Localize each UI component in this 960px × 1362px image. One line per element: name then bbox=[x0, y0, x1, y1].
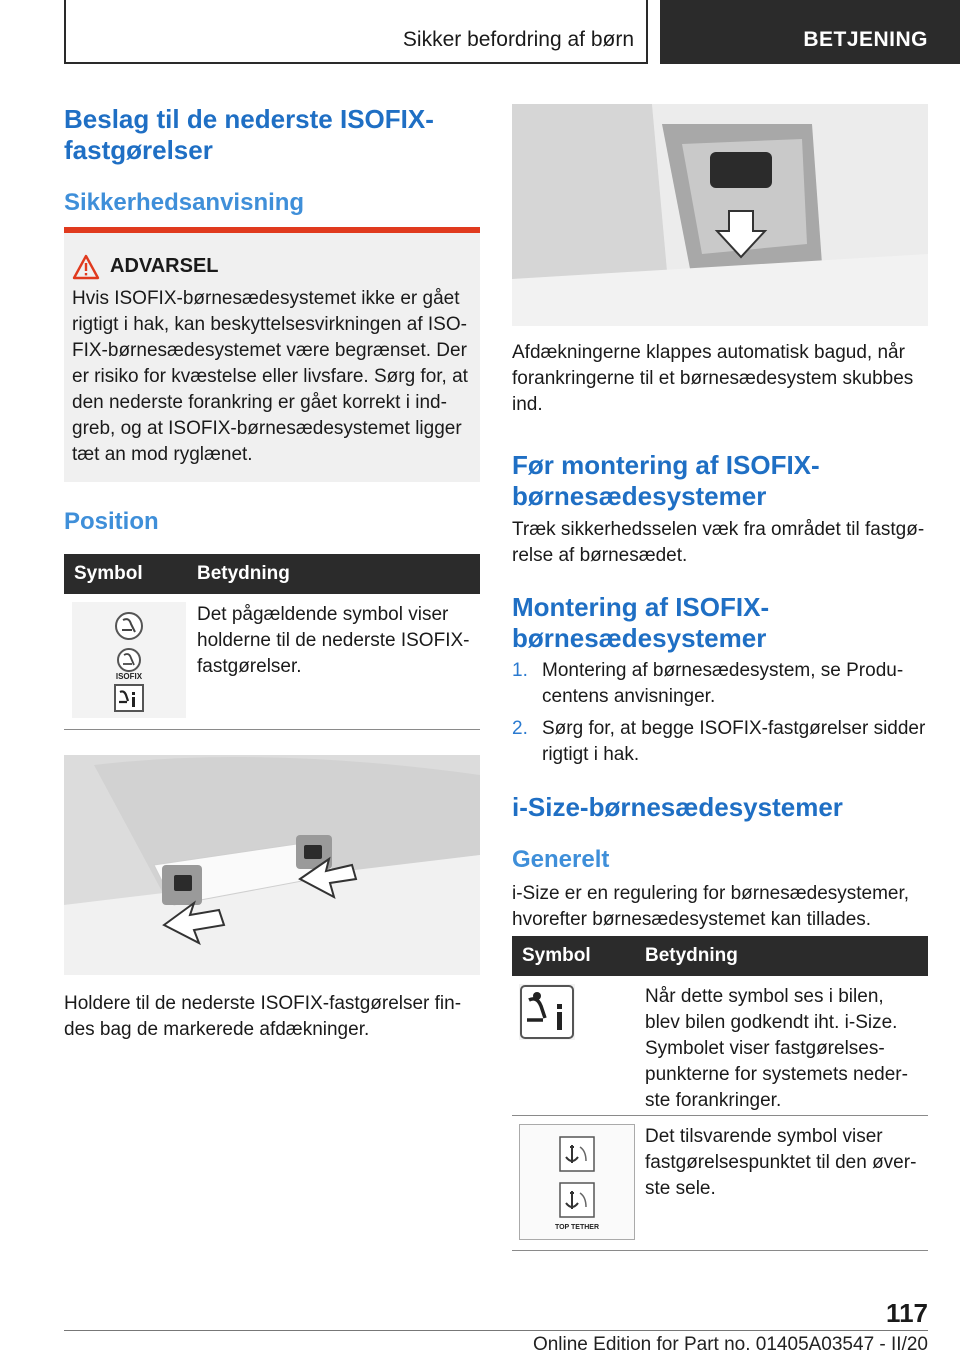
rear-seat-photo bbox=[64, 755, 480, 975]
isize-table-rule-1 bbox=[512, 1115, 928, 1116]
before-mounting-text: Træk sikkerhedsselen væk fra området til fastgø- relse af børnesædet. bbox=[512, 519, 925, 566]
column-symbol: Symbol bbox=[522, 945, 591, 966]
isize-table-header bbox=[512, 936, 928, 976]
heading-mounting: Montering af ISOFIX- børnesædesystemer bbox=[512, 592, 770, 653]
photo-caption-left: Holdere til de nederste ISOFIX-fastgørelser fin- des bag de markerede afdækninger. bbox=[64, 993, 462, 1040]
isize-symbol-description: Når dette symbol ses i bilen, blev bilen godkendt iht. i-Size. Symbolet viser fastgørelses- punkterne for systemets neder- ste forankringer. bbox=[645, 986, 908, 1111]
tether-symbol-cell bbox=[519, 1124, 635, 1240]
table-bottom-rule bbox=[64, 729, 480, 730]
column-symbol: Symbol bbox=[74, 563, 143, 584]
tether-symbol-description: Det tilsvarende symbol viser fastgørelsespunktet til den øver- ste sele. bbox=[645, 1126, 917, 1199]
footer-rule bbox=[64, 1330, 928, 1331]
step-2: 2. Sørg for, at begge ISOFIX-fastgørelser sidder rigtigt i hak. bbox=[512, 718, 926, 765]
heading-safety-note: Sikkerhedsanvisning bbox=[64, 189, 305, 216]
general-text: i-Size er en regulering for børnesædesystemer, hvorefter børnesædesystemet kan tillades. bbox=[512, 883, 910, 930]
top-tether-icon bbox=[520, 1125, 634, 1239]
footer-edition: Online Edition for Part no. 01405A03547 - II/20 bbox=[532, 1334, 928, 1355]
column-meaning: Betydning bbox=[197, 563, 290, 584]
isofix-label: ISOFIX bbox=[115, 672, 143, 681]
heading-general: Generelt bbox=[512, 846, 610, 873]
page-number: 117 bbox=[886, 1298, 928, 1328]
isofix-symbol-description: Det pågældende symbol viser holderne til de nederste ISOFIX- fastgørelser. bbox=[197, 604, 470, 677]
rear-seat-illustration bbox=[64, 755, 480, 975]
isize-seat-icon bbox=[519, 984, 575, 1040]
top-tether-label: TOP TETHER bbox=[554, 1224, 600, 1231]
cover-photo bbox=[512, 104, 928, 326]
heading-isize: i-Size-børnesædesystemer bbox=[512, 792, 843, 822]
warning-title: ADVARSEL bbox=[110, 255, 219, 277]
isize-table-rule-2 bbox=[512, 1250, 928, 1251]
heading-before-mounting: Før montering af ISOFIX- børnesædesystemer bbox=[512, 450, 820, 511]
heading-isofix-lower: Beslag til de nederste ISOFIX- fastgørelser bbox=[64, 104, 434, 165]
warning-text: Hvis ISOFIX-børnesædesystemet ikke er gået rigtigt i hak, kan beskyttelsesvirkningen af ISO- FIX-børnesædesystemet være begrænset. Der er risiko for kvæstelse eller livsfare. Sørg for, at den nederste forankring er gået korrekt i ind- greb, og at ISOFIX-børnesædesystemet ligger tæt an mod ryglænet. bbox=[72, 288, 468, 465]
heading-position: Position bbox=[64, 508, 159, 535]
header-section-title: Sikker befordring af børn bbox=[402, 28, 634, 51]
isofix-symbol-cell bbox=[72, 602, 186, 718]
photo-caption-right: Afdækningerne klappes automatisk bagud, når forankringerne til et børnesædesystem skubbes ind. bbox=[512, 342, 914, 415]
step-1: 1. Montering af børnesædesystem, se Produ- centens anvisninger. bbox=[512, 660, 904, 707]
symbol-table-header bbox=[64, 554, 480, 594]
warning-triangle-icon bbox=[72, 254, 100, 280]
isize-symbol-cell bbox=[519, 984, 575, 1040]
mounting-steps bbox=[512, 658, 932, 768]
isofix-seat-icon bbox=[72, 602, 186, 718]
header-chapter-tab: BETJENING bbox=[660, 0, 960, 64]
anchor-cover-illustration bbox=[512, 104, 928, 326]
column-meaning: Betydning bbox=[645, 945, 738, 966]
